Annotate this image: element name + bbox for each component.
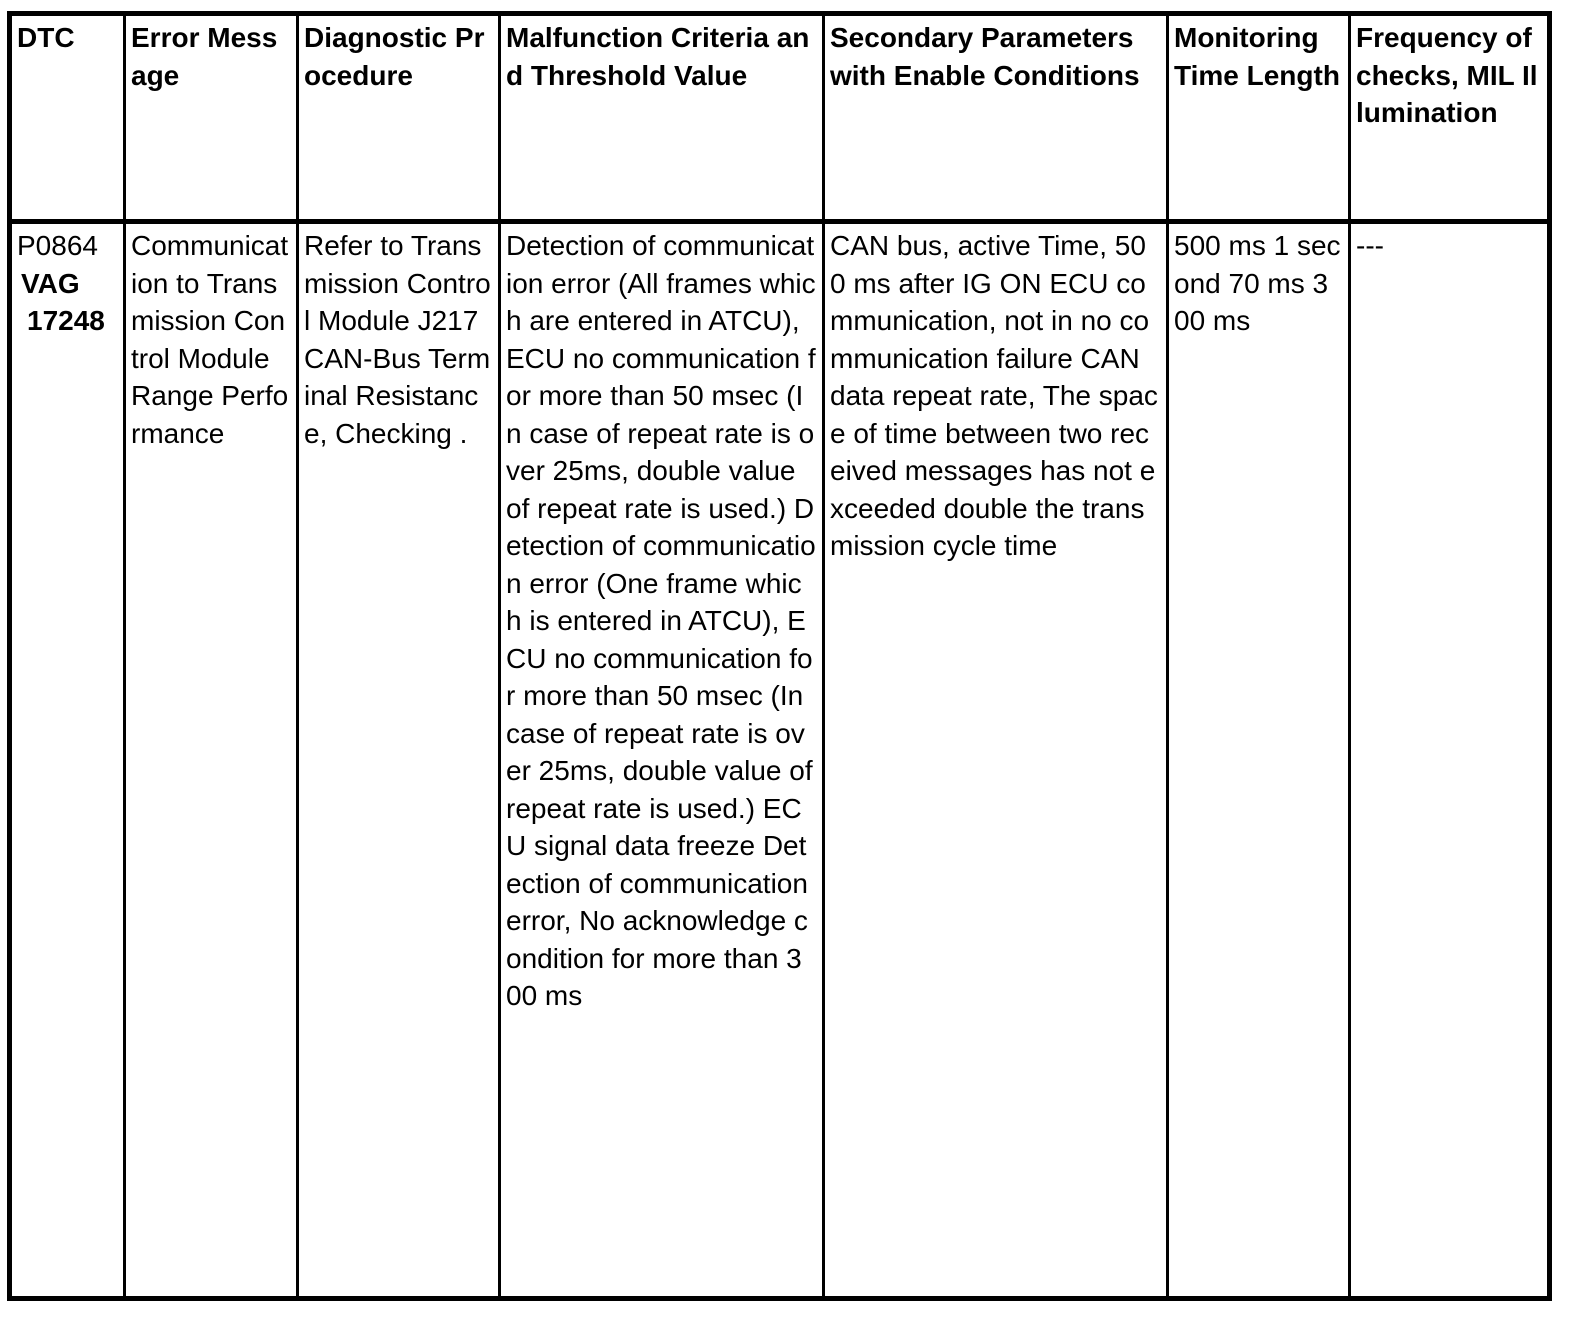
cell-monitoring-time: 500 ms 1 second 70 ms 300 ms [1168,222,1350,1299]
header-row [10,14,1550,222]
table-row [10,222,1550,1299]
header-malfunction-criteria: Malfunction Criteria and Threshold Value [500,14,824,222]
dtc-table [7,11,1552,1301]
cell-error-message: Communication to Transmission Control Module Range Performance [125,222,298,1299]
cell-dtc [10,222,125,1299]
cell-diagnostic-procedure: Refer to Transmission Control Module J217 CAN-Bus Terminal Resistance, Checking . [298,222,500,1299]
header-dtc: DTC [10,14,125,222]
header-error-message: Error Message [125,14,298,222]
header-secondary-parameters: Secondary Parameters with Enable Conditions [824,14,1168,222]
cell-frequency: --- [1350,222,1550,1299]
header-monitoring-time: Monitoring Time Length [1168,14,1350,222]
vag-number: 17248 [27,305,105,336]
vag-label: VAG [21,267,80,299]
dtc-code: P0864 [17,230,98,261]
cell-secondary-parameters: CAN bus, active Time, 500 ms after IG ON ECU communication, not in no communication failure CAN data repeat rate, The space of time between two received messages has not exceeded double the transmission cycle time [824,222,1168,1299]
header-diagnostic-procedure: Diagnostic Procedure [298,14,500,222]
header-frequency: Frequency of checks, MIL Illumination [1350,14,1550,222]
cell-malfunction-criteria: Detection of communication error (All frames which are entered in ATCU), ECU no communication for more than 50 msec (In case of repeat rate is over 25ms, double value of repeat rate is used.) Detection of communication error (One frame which is entered in ATCU), ECU no communication for more than 50 msec (In case of repeat rate is over 25ms, double value of repeat rate is used.) ECU signal data freeze Detection of communication error, No acknowledge condition for more than 300 ms [500,222,824,1299]
